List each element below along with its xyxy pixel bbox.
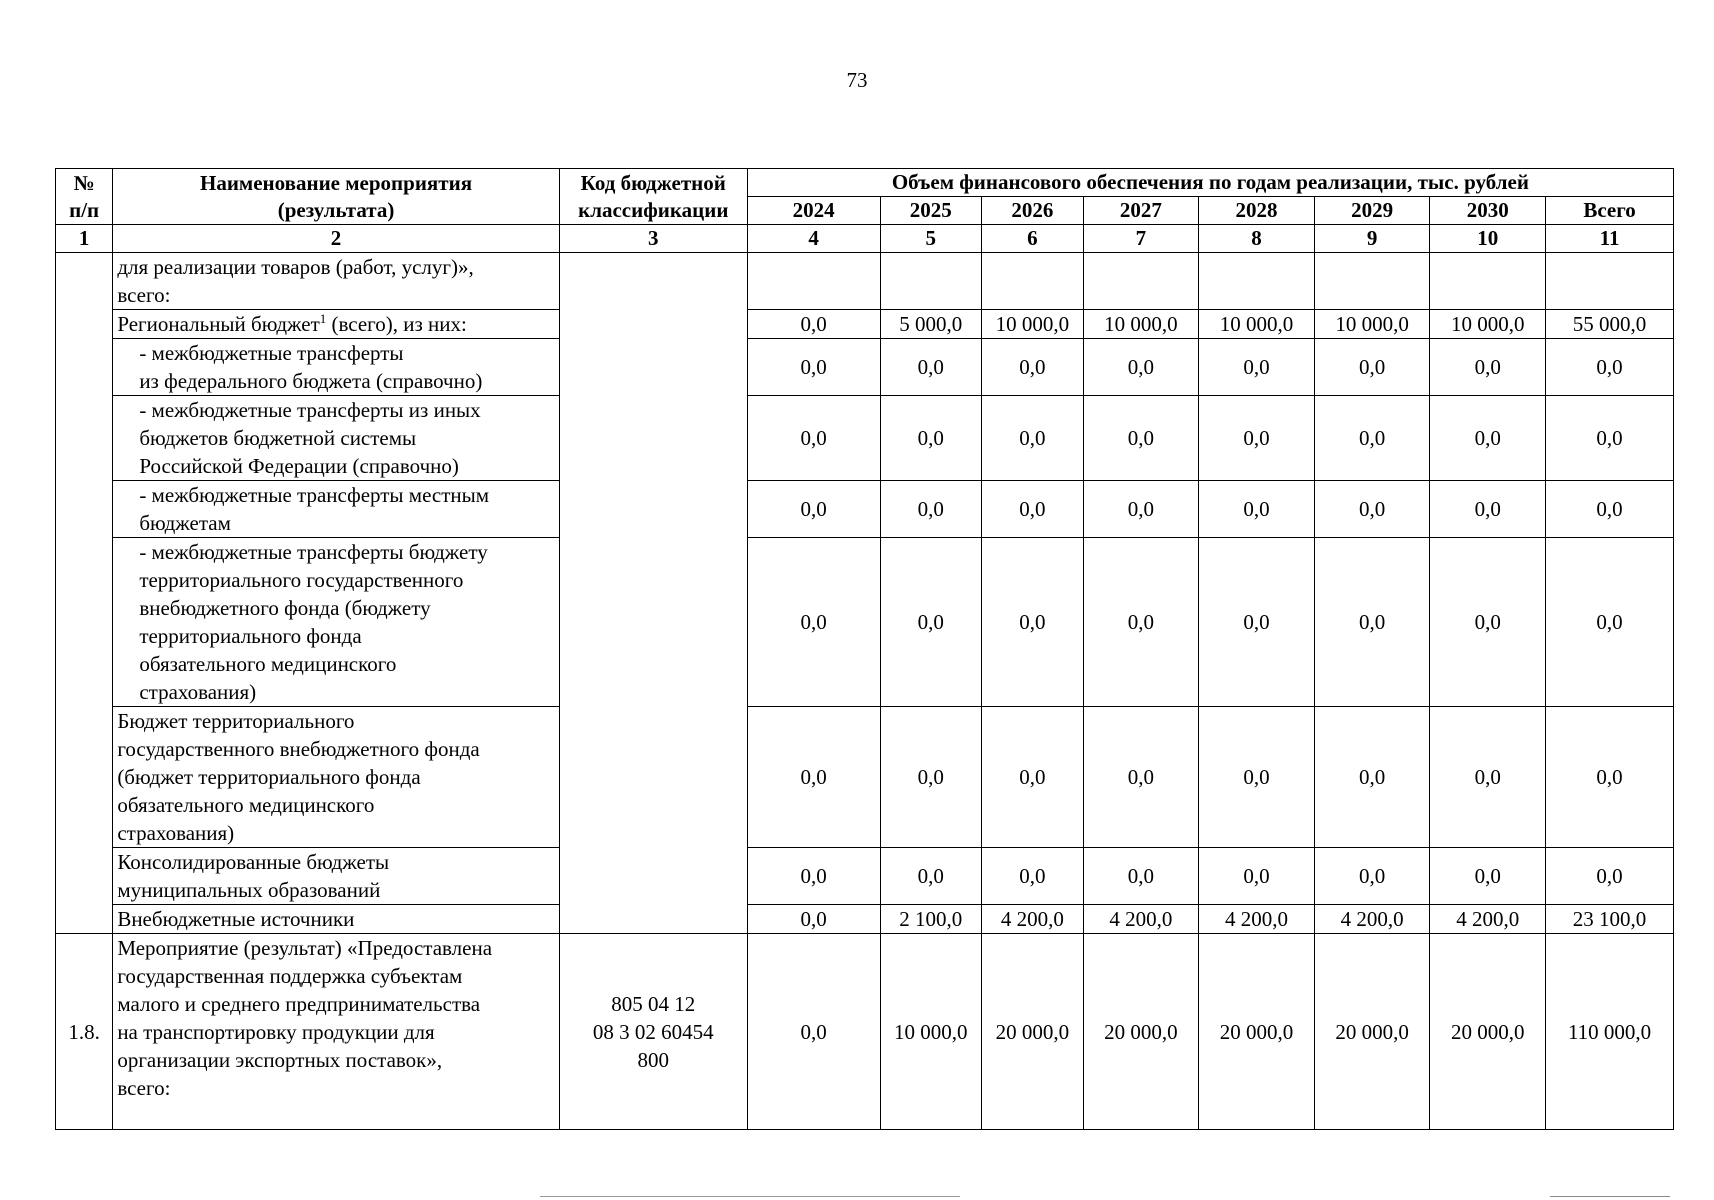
row-index: 1.8. xyxy=(56,934,113,1130)
row-name: Консолидированные бюджеты муниципальных образований xyxy=(113,848,559,905)
value-cell: 4 200,0 xyxy=(1083,905,1199,934)
value-cell: 10 000,0 xyxy=(1314,310,1430,339)
header-year-2028: 2028 xyxy=(1199,197,1315,225)
value-cell: 0,0 xyxy=(1430,339,1546,396)
value-cell xyxy=(1314,253,1430,310)
value-cell: 0,0 xyxy=(1083,538,1199,707)
page-number: 73 xyxy=(846,68,868,92)
column-number: 1 xyxy=(56,225,113,253)
header-year-2024: 2024 xyxy=(747,197,880,225)
value-cell: 0,0 xyxy=(880,481,982,538)
value-cell: 110 000,0 xyxy=(1546,934,1674,1130)
row-name: Региональный бюджет$^1$ (всего), из них: xyxy=(113,310,559,339)
value-cell: 0,0 xyxy=(1199,339,1315,396)
value-cell: 0,0 xyxy=(982,481,1084,538)
value-cell: 0,0 xyxy=(1199,396,1315,481)
row-name: - межбюджетные трансферты местным бюджетам xyxy=(113,481,559,538)
value-cell: 0,0 xyxy=(982,848,1084,905)
value-cell: 20 000,0 xyxy=(1430,934,1546,1130)
value-cell: 0,0 xyxy=(1083,339,1199,396)
value-cell: 0,0 xyxy=(1314,538,1430,707)
value-cell: 20 000,0 xyxy=(1199,934,1315,1130)
row-name: Внебюджетные источники xyxy=(113,905,559,934)
table-row xyxy=(56,310,1674,339)
column-number: 3 xyxy=(559,225,747,253)
value-cell: 0,0 xyxy=(880,848,982,905)
value-cell: 4 200,0 xyxy=(1430,905,1546,934)
value-cell: 0,0 xyxy=(1546,339,1674,396)
table-row xyxy=(56,396,1674,481)
value-cell: 2 100,0 xyxy=(880,905,982,934)
value-cell: 0,0 xyxy=(1546,848,1674,905)
financing-table xyxy=(55,168,1674,1130)
value-cell: 0,0 xyxy=(1199,707,1315,848)
value-cell: 20 000,0 xyxy=(982,934,1084,1130)
value-cell: 0,0 xyxy=(880,707,982,848)
table-row xyxy=(56,253,1674,310)
value-cell: 0,0 xyxy=(747,310,880,339)
column-number: 5 xyxy=(880,225,982,253)
column-number: 4 xyxy=(747,225,880,253)
scan-divider xyxy=(540,1196,960,1197)
column-number: 8 xyxy=(1199,225,1315,253)
value-cell xyxy=(880,253,982,310)
value-cell: 0,0 xyxy=(1430,848,1546,905)
table-row xyxy=(56,905,1674,934)
value-cell: 4 200,0 xyxy=(1314,905,1430,934)
value-cell: 0,0 xyxy=(982,538,1084,707)
footnote-mark: 1 xyxy=(319,311,327,326)
value-cell xyxy=(982,253,1084,310)
header-year-2025: 2025 xyxy=(880,197,982,225)
header-budget-code: Код бюджетной классификации xyxy=(559,169,747,225)
value-cell: 0,0 xyxy=(747,905,880,934)
table-row xyxy=(56,707,1674,848)
value-cell: 0,0 xyxy=(1199,538,1315,707)
value-cell xyxy=(747,253,880,310)
value-cell: 0,0 xyxy=(1314,396,1430,481)
row-name: - межбюджетные трансферты из иных бюджетов бюджетной системы Российской Федерации (справочно) xyxy=(113,396,559,481)
table-row xyxy=(56,934,1674,1130)
value-cell: 55 000,0 xyxy=(1546,310,1674,339)
row-name: для реализации товаров (работ, услуг)», всего: xyxy=(113,253,559,310)
value-cell: 0,0 xyxy=(982,707,1084,848)
value-cell: 0,0 xyxy=(1083,396,1199,481)
table-row xyxy=(56,848,1674,905)
value-cell: 0,0 xyxy=(982,339,1084,396)
value-cell: 10 000,0 xyxy=(1199,310,1315,339)
column-numbers-row xyxy=(56,225,1674,253)
value-cell xyxy=(1430,253,1546,310)
value-cell xyxy=(1199,253,1315,310)
value-cell: 0,0 xyxy=(1430,707,1546,848)
scan-divider xyxy=(1550,1196,1670,1197)
value-cell: 0,0 xyxy=(1546,707,1674,848)
value-cell: 0,0 xyxy=(1546,481,1674,538)
column-number: 6 xyxy=(982,225,1084,253)
value-cell xyxy=(1546,253,1674,310)
value-cell: 0,0 xyxy=(747,339,880,396)
header-volume-title: Объем финансового обеспечения по годам реализации, тыс. рублей xyxy=(747,169,1673,197)
row-code-empty xyxy=(559,253,747,934)
value-cell: 0,0 xyxy=(1546,538,1674,707)
value-cell: 10 000,0 xyxy=(1430,310,1546,339)
value-cell: 0,0 xyxy=(1430,538,1546,707)
value-cell: 10 000,0 xyxy=(982,310,1084,339)
header-year-2026: 2026 xyxy=(982,197,1084,225)
value-cell: 10 000,0 xyxy=(880,934,982,1130)
value-cell: 0,0 xyxy=(1430,396,1546,481)
value-cell: 0,0 xyxy=(1314,848,1430,905)
value-cell: 20 000,0 xyxy=(1314,934,1430,1130)
value-cell: 20 000,0 xyxy=(1083,934,1199,1130)
table-row xyxy=(56,538,1674,707)
value-cell: 0,0 xyxy=(747,707,880,848)
value-cell: 4 200,0 xyxy=(1199,905,1315,934)
table-row xyxy=(56,339,1674,396)
row-name: - межбюджетные трансферты из федерального бюджета (справочно) xyxy=(113,339,559,396)
row-name: Бюджет территориального государственного внебюджетного фонда (бюджет территориального фонда обязательного медицинского страхования) xyxy=(113,707,559,848)
header-number: № п/п xyxy=(56,169,113,225)
column-number: 9 xyxy=(1314,225,1430,253)
header-total: Всего xyxy=(1546,197,1674,225)
value-cell: 0,0 xyxy=(747,396,880,481)
value-cell: 0,0 xyxy=(1314,339,1430,396)
table-row xyxy=(56,481,1674,538)
row-name: Мероприятие (результат) «Предоставлена государственная поддержка субъектам малого и среднего предпринимательства на транспортировку продукции для организации экспортных поставок», всего: xyxy=(113,934,559,1130)
value-cell: 0,0 xyxy=(1430,481,1546,538)
value-cell xyxy=(1083,253,1199,310)
header-year-2030: 2030 xyxy=(1430,197,1546,225)
column-number: 10 xyxy=(1430,225,1546,253)
value-cell: 0,0 xyxy=(1546,396,1674,481)
value-cell: 0,0 xyxy=(747,934,880,1130)
header-year-2029: 2029 xyxy=(1314,197,1430,225)
value-cell: 0,0 xyxy=(1314,481,1430,538)
column-number: 7 xyxy=(1083,225,1199,253)
value-cell: 0,0 xyxy=(982,396,1084,481)
value-cell: 0,0 xyxy=(747,481,880,538)
column-number: 2 xyxy=(113,225,559,253)
value-cell: 5 000,0 xyxy=(880,310,982,339)
column-number: 11 xyxy=(1546,225,1674,253)
value-cell: 0,0 xyxy=(880,538,982,707)
value-cell: 0,0 xyxy=(880,339,982,396)
header-activity-name: Наименование мероприятия (результата) xyxy=(113,169,559,225)
header-year-2027: 2027 xyxy=(1083,197,1199,225)
value-cell: 0,0 xyxy=(1083,848,1199,905)
row-index-empty xyxy=(56,253,113,934)
value-cell: 0,0 xyxy=(1314,707,1430,848)
value-cell: 0,0 xyxy=(1199,848,1315,905)
budget-code: 805 04 12 08 3 02 60454 800 xyxy=(559,934,747,1130)
value-cell: 0,0 xyxy=(880,396,982,481)
value-cell: 0,0 xyxy=(1083,707,1199,848)
value-cell: 4 200,0 xyxy=(982,905,1084,934)
value-cell: 0,0 xyxy=(747,848,880,905)
value-cell: 10 000,0 xyxy=(1083,310,1199,339)
value-cell: 0,0 xyxy=(1083,481,1199,538)
value-cell: 0,0 xyxy=(1199,481,1315,538)
row-name: - межбюджетные трансферты бюджету территориального государственного внебюджетного фонда (бюджету территориального фонда обязательного медицинского страхования) xyxy=(113,538,559,707)
value-cell: 0,0 xyxy=(747,538,880,707)
value-cell: 23 100,0 xyxy=(1546,905,1674,934)
